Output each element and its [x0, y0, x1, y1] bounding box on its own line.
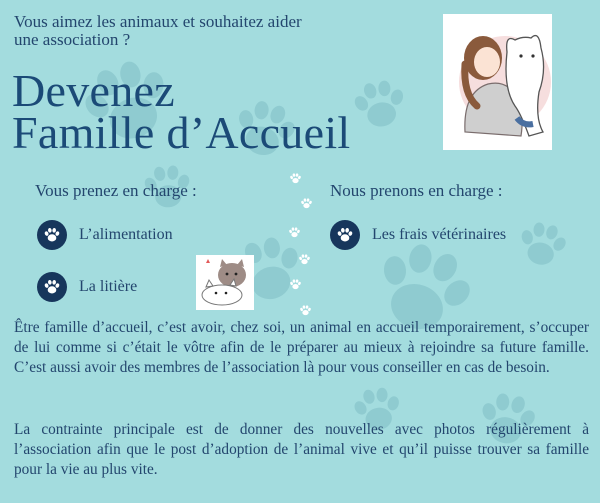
paw-print-decoration: [289, 278, 302, 291]
paw-print-decoration: [288, 226, 301, 239]
paw-icon: [330, 220, 360, 250]
list-item-label: Les frais vétérinaires: [372, 226, 507, 243]
page-title: [12, 65, 351, 158]
list-item-label: L’alimentation: [79, 226, 173, 243]
intro-paragraph: Être famille d’accueil, c’est avoir, chez soi, un animal en accueil temporairement, s’occuper de lui comme si c’était le vôtre afin de le préparer au mieux à rejoindre sa future famille. C’est aussi avoir des membres de l’association là pour vous conseiller en cas de besoin.: [14, 319, 589, 376]
tagline: Vous aimez les animaux et souhaitez aider une association ?: [14, 12, 302, 49]
paw-icon: [37, 272, 67, 302]
paw-icon: [37, 220, 67, 250]
paw-print-decoration: [298, 253, 311, 266]
title-line-1: Devenez: [12, 65, 175, 116]
background-paw-icon: [515, 215, 570, 275]
list-item-alimentation: [37, 220, 173, 250]
title-line-2: Famille d’Accueil: [12, 107, 351, 158]
left-column-heading: Vous prenez en charge :: [35, 181, 197, 200]
paw-print-decoration: [300, 197, 313, 210]
background-paw-icon: [350, 70, 410, 140]
girl-hugging-cat-illustration: [443, 14, 552, 150]
cats-sticker-illustration: [196, 255, 254, 310]
paw-print-decoration: [289, 172, 302, 185]
list-item-frais-veterinaires: [330, 220, 506, 250]
constraint-paragraph: La contrainte principale est de donner des nouvelles avec photos régulièrement à l’association afin que le post d’adoption de l’animal vive et qu’il puisse trouver sa famille pour la vie au plus vite.: [14, 421, 589, 478]
list-item-litiere: [37, 272, 137, 302]
right-column-heading: Nous prenons en charge :: [330, 181, 503, 200]
list-item-label: La litière: [79, 278, 138, 295]
paw-print-decoration: [299, 304, 312, 317]
